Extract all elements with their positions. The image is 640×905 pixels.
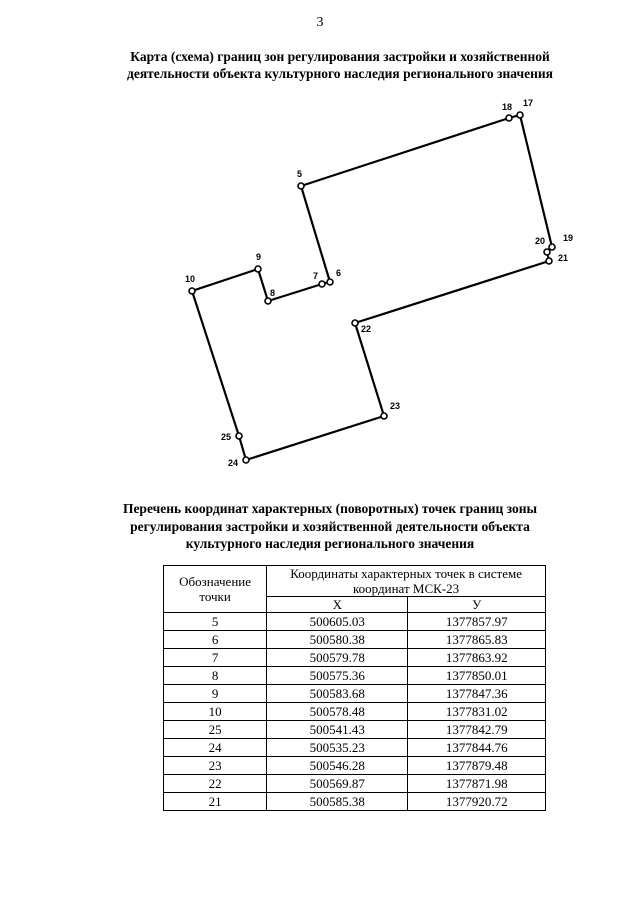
y-cell: 1377857.97 xyxy=(408,613,546,631)
list-title-line: Перечень координат характерных (поворотных) точек границ зоны xyxy=(122,501,538,516)
map-point-marker xyxy=(506,115,512,121)
header-x: X xyxy=(267,597,408,613)
table-row xyxy=(164,739,546,757)
map-point-label: 18 xyxy=(502,102,513,112)
map-point-marker xyxy=(327,279,333,285)
y-cell: 1377871.98 xyxy=(408,775,546,793)
point-cell: 5 xyxy=(164,613,267,631)
y-cell: 1377842.79 xyxy=(408,721,546,739)
header-designation: Обозначение точки xyxy=(164,566,267,613)
map-point-label: 21 xyxy=(558,253,569,263)
map-point-marker xyxy=(189,288,195,294)
point-cell: 22 xyxy=(164,775,267,793)
map-point-marker xyxy=(352,320,358,326)
point-cell: 8 xyxy=(164,667,267,685)
map-point-label: 24 xyxy=(228,458,239,468)
y-cell: 1377844.76 xyxy=(408,739,546,757)
y-cell: 1377879.48 xyxy=(408,757,546,775)
header-coordinates: Координаты характерных точек в системе координат МСК-23 xyxy=(267,566,546,597)
table-row xyxy=(164,613,546,631)
table-row xyxy=(164,757,546,775)
map-point-label: 9 xyxy=(256,252,262,262)
y-cell: 1377847.36 xyxy=(408,685,546,703)
point-cell: 9 xyxy=(164,685,267,703)
x-cell: 500578.48 xyxy=(267,703,408,721)
map-point-label: 7 xyxy=(313,271,319,281)
x-cell: 500535.23 xyxy=(267,739,408,757)
coordinates-table xyxy=(163,565,546,811)
map-point-marker xyxy=(546,258,552,264)
table-row xyxy=(164,649,546,667)
x-cell: 500569.87 xyxy=(267,775,408,793)
map-point-marker xyxy=(298,183,304,189)
point-cell: 7 xyxy=(164,649,267,667)
map-point-label: 19 xyxy=(563,233,574,243)
map-point-label: 5 xyxy=(297,169,303,179)
y-cell: 1377850.01 xyxy=(408,667,546,685)
boundary-line xyxy=(192,115,552,460)
table-row xyxy=(164,793,546,811)
map-point-label: 6 xyxy=(336,268,342,278)
point-cell: 25 xyxy=(164,721,267,739)
table-row xyxy=(164,685,546,703)
map-title-line: деятельности объекта культурного наследия регионального значения xyxy=(127,66,553,81)
map-point-label: 8 xyxy=(270,288,276,298)
map-point-marker xyxy=(381,413,387,419)
table-row xyxy=(164,667,546,685)
point-cell: 24 xyxy=(164,739,267,757)
x-cell: 500605.03 xyxy=(267,613,408,631)
x-cell: 500546.28 xyxy=(267,757,408,775)
point-cell: 6 xyxy=(164,631,267,649)
map-point-label: 17 xyxy=(523,98,534,108)
page-number: 3 xyxy=(316,15,324,30)
map-point-marker xyxy=(243,457,249,463)
map-point-marker xyxy=(236,433,242,439)
point-cell: 23 xyxy=(164,757,267,775)
map-point-marker xyxy=(517,112,523,118)
y-cell: 1377831.02 xyxy=(408,703,546,721)
header-y: У xyxy=(408,597,546,613)
list-title-line: регулирования застройки и хозяйственной деятельности объекта xyxy=(130,518,530,534)
map-point-marker xyxy=(255,266,261,272)
table-row xyxy=(164,775,546,793)
point-cell: 21 xyxy=(164,793,267,811)
map-point-label: 22 xyxy=(361,324,372,334)
map-point-marker xyxy=(265,298,271,304)
x-cell: 500580.38 xyxy=(267,631,408,649)
map-point-label: 20 xyxy=(535,236,546,246)
map-point-marker xyxy=(549,244,555,250)
map-point-label: 23 xyxy=(390,401,401,411)
map-point-marker xyxy=(319,281,325,287)
x-cell: 500541.43 xyxy=(267,721,408,739)
map-point-label: 25 xyxy=(221,432,232,442)
x-cell: 500575.36 xyxy=(267,667,408,685)
list-title xyxy=(90,500,570,553)
x-cell: 500585.38 xyxy=(267,793,408,811)
y-cell: 1377865.83 xyxy=(408,631,546,649)
y-cell: 1377920.72 xyxy=(408,793,546,811)
y-cell: 1377863.92 xyxy=(408,649,546,667)
map-point-label: 10 xyxy=(185,274,196,284)
map-point-marker xyxy=(544,249,550,255)
list-title-line: культурного наследия регионального значения xyxy=(185,536,475,551)
map-title-line: Карта (схема) границ зон регулирования застройки и хозяйственной xyxy=(130,49,550,64)
x-cell: 500583.68 xyxy=(267,685,408,703)
table-row xyxy=(164,703,546,721)
table-row xyxy=(164,721,546,739)
point-cell: 10 xyxy=(164,703,267,721)
table-row xyxy=(164,631,546,649)
x-cell: 500579.78 xyxy=(267,649,408,667)
